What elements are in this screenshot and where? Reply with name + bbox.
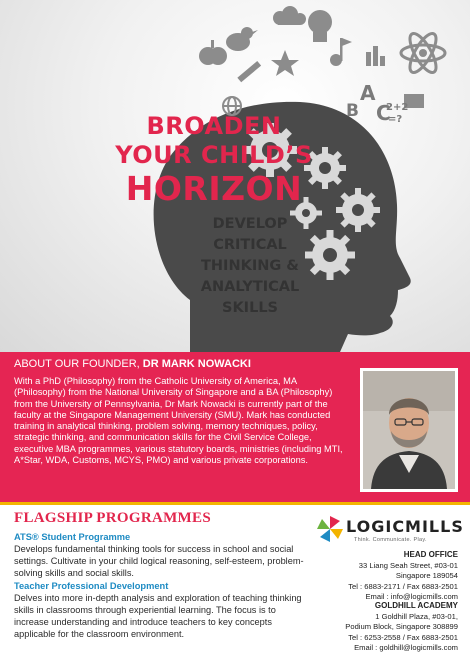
programmes-section: [14, 510, 304, 641]
founder-portrait-icon: [363, 371, 455, 489]
founder-section: [0, 352, 470, 502]
academy-contact: [298, 601, 458, 654]
headline: [84, 112, 344, 208]
founder-heading: [14, 358, 251, 370]
bird-icon: [226, 27, 258, 51]
address-line: 1 Goldhill Plaza, #03-01,: [375, 611, 458, 621]
pencil-icon: [237, 61, 261, 82]
subheadline: [160, 214, 340, 319]
founder-photo: [360, 368, 458, 492]
logicmills-logo: [316, 515, 466, 545]
letter-a-glyph: A: [360, 81, 376, 105]
subheadline-line-3: THINKING &: [201, 258, 299, 274]
programme-description: Develops fundamental thinking tools for success in school and social settings. Cultivate in your child logical reasoning, self-esteem, problem-solving skills and social skills.: [14, 544, 304, 578]
letter-b-glyph: B: [346, 101, 359, 121]
address-line: Podium Block, Singapore 308899: [345, 622, 458, 631]
subheadline-line-1: DEVELOP: [212, 216, 288, 232]
address-line: Singapore 189054: [395, 571, 458, 580]
academy-label: GOLDHILL ACADEMY: [374, 601, 458, 610]
floating-icons: [199, 6, 445, 115]
apple-icon: [199, 40, 227, 65]
headline-line-2: YOUR CHILD’S: [115, 141, 313, 169]
divider-rule: [0, 502, 470, 505]
founder-name: DR MARK NOWACKI: [142, 358, 251, 370]
subheadline-line-4: ANALYTICAL: [200, 279, 300, 295]
atom-core-icon: [419, 49, 427, 57]
email-line: Email : info@logicmills.com: [365, 592, 458, 601]
head-office-label: HEAD OFFICE: [403, 550, 458, 559]
programme-description: Delves into more in-depth analysis and exploration of teaching thinking skills in classrooms through experiential learning. The focus is to increase understanding and introduce teachers to key concepts applicable for the classroom environment.: [14, 593, 302, 639]
phone-line: Tel : 6883-2171 / Fax 6883-2501: [348, 581, 458, 591]
founder-heading-prefix: ABOUT OUR FOUNDER,: [14, 358, 143, 370]
address-line: 33 Liang Seah Street, #03-01: [358, 560, 458, 570]
programme-name: ATS® Student Programme: [14, 532, 131, 542]
headline-line-1: BROADEN: [146, 112, 282, 140]
email-line: Email : goldhill@logicmills.com: [354, 643, 458, 652]
subheadline-line-5: SKILLS: [222, 300, 278, 316]
founder-bio: With a PhD (Philosophy) from the Catholic University of America, MA (Philosophy) from the National University of Singapore and a BA (Philosophy) from the University of Pennsylvania, Dr Mark Nowacki is currently part of the faculty at the Singapore Management University (SMU). Mark has conducted training in analytical thinking, problem solving, memory techniques, policy, strategic thinking, and communication skills for the Civil Service College, executive MBA programmes, various statutory boards, ministries (including MTI, A*Star, WDA, Customs, MCYS, PMO) and various private corporations.: [14, 376, 343, 466]
musical-note-icon: [330, 38, 352, 66]
programmes-title: FLAGSHIP PROGRAMMES: [14, 510, 211, 526]
equation-glyph: 2+2: [386, 102, 409, 113]
letter-c-glyph: C: [376, 101, 391, 125]
head-office-contact: [298, 550, 458, 603]
pinwheel-icon: [316, 515, 344, 543]
phone-line: Tel : 6253-2558 / Fax 6883-2501: [348, 632, 458, 642]
star-icon: [271, 50, 299, 76]
cloud-icon: [273, 6, 306, 25]
headline-line-3: HORIZON: [125, 169, 303, 208]
logo-tagline: Think. Communicate. Play.: [354, 537, 427, 543]
logo-wordmark: LOGICMILLS: [346, 517, 464, 536]
programme-name: Teacher Professional Development: [14, 581, 169, 591]
lightbulb-icon: [308, 10, 332, 42]
equation-glyph-2: =?: [388, 114, 403, 125]
subheadline-line-2: CRITICAL: [213, 237, 287, 253]
chart-icon: [366, 46, 385, 66]
